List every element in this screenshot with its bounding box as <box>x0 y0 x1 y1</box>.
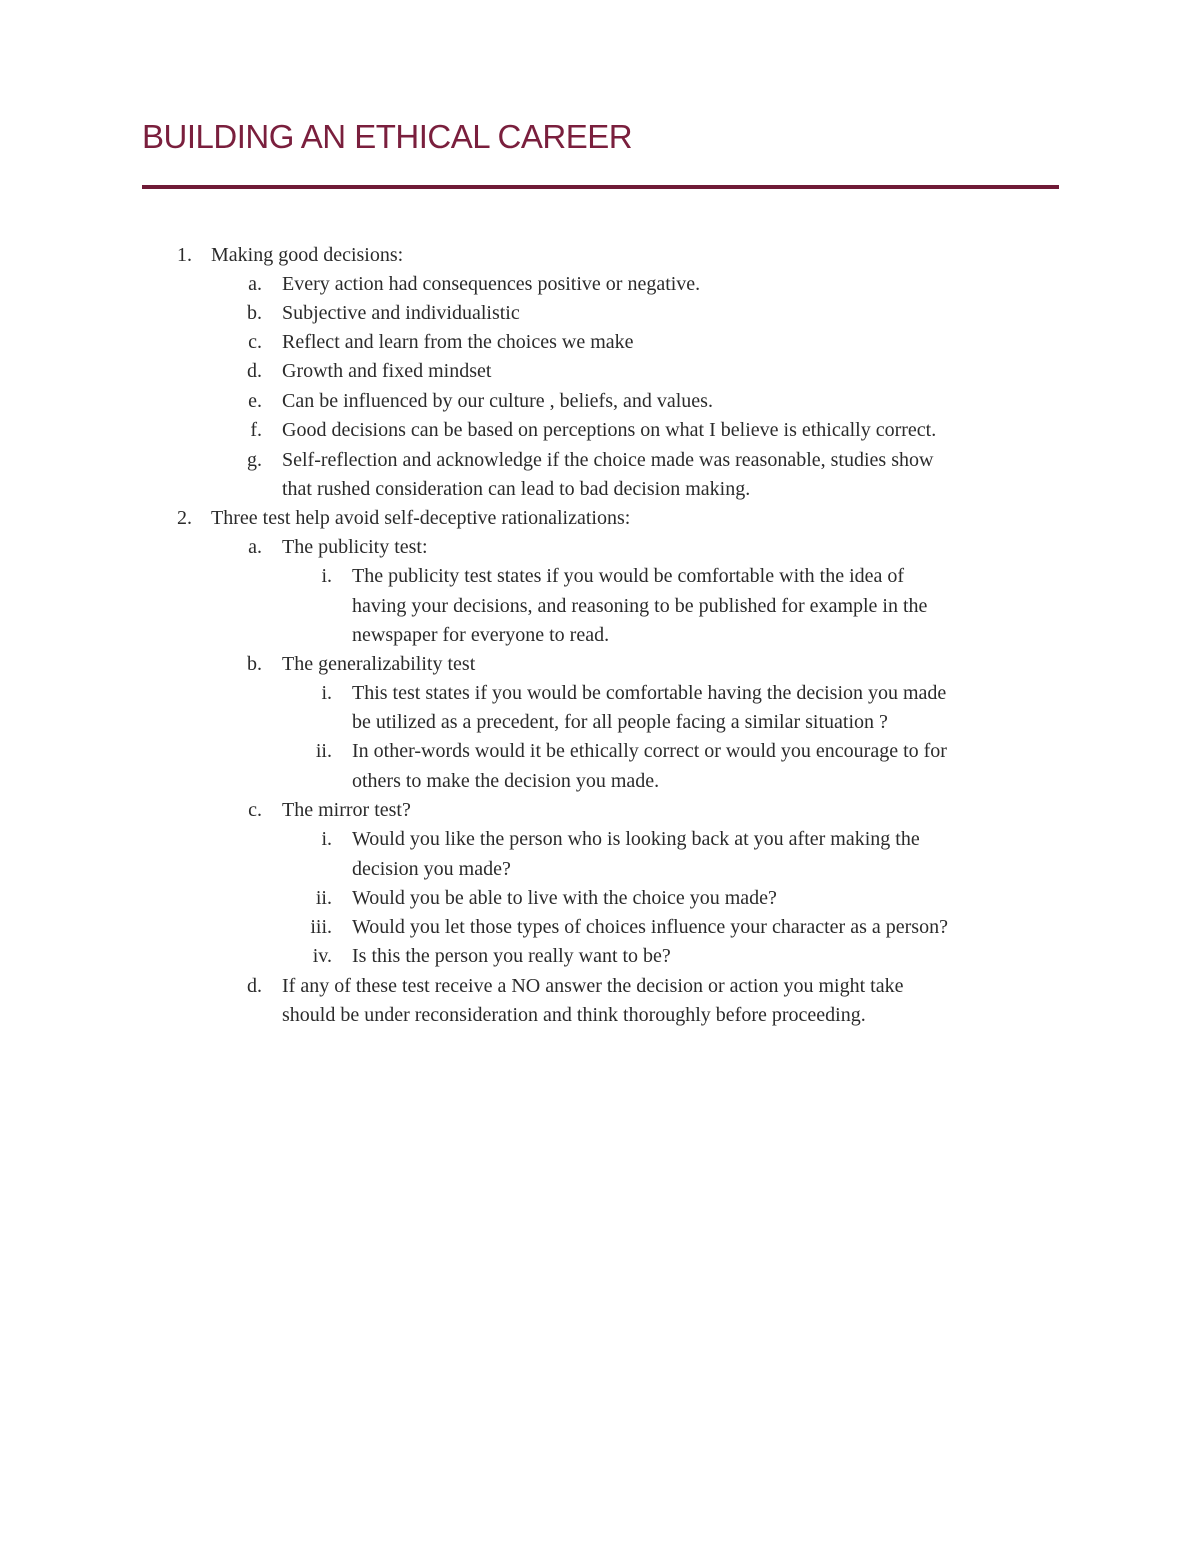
sublist-marker: e. <box>248 390 262 412</box>
roman-item: Would you like the person who is looking back at you after making the <box>352 828 920 850</box>
sublist-item: Every action had consequences positive or negative. <box>282 273 701 295</box>
roman-marker: ii. <box>315 887 332 909</box>
sublist-item-continued: that rushed consideration can lead to bad decision making. <box>282 478 751 500</box>
roman-item-continued: be utilized as a precedent, for all people facing a similar situation ? <box>352 711 888 733</box>
roman-item-continued: others to make the decision you made. <box>352 770 660 792</box>
sublist-item: Growth and fixed mindset <box>282 360 492 382</box>
sublist-marker: f. <box>250 419 262 441</box>
title-divider <box>142 185 1059 189</box>
roman-marker: i. <box>321 565 332 587</box>
roman-item: Would you let those types of choices influence your character as a person? <box>352 916 948 938</box>
document-title: BUILDING AN ETHICAL CAREER <box>142 118 633 155</box>
roman-item: The publicity test states if you would be comfortable with the idea of <box>352 565 905 587</box>
list-marker: 1. <box>177 244 192 266</box>
sublist-marker: d. <box>247 360 262 382</box>
roman-item: Is this the person you really want to be? <box>352 945 671 967</box>
sublist-item: The generalizability test <box>282 653 476 675</box>
sublist-item: Can be influenced by our culture , beliefs, and values. <box>282 390 713 412</box>
sublist-item-continued: should be under reconsideration and think thoroughly before proceeding. <box>282 1004 866 1026</box>
roman-item-continued: decision you made? <box>352 858 511 880</box>
sublist-item: Subjective and individualistic <box>282 302 520 324</box>
sublist-item: If any of these test receive a NO answer the decision or action you might take <box>282 975 904 997</box>
roman-item-continued: newspaper for everyone to read. <box>352 624 610 646</box>
sublist-item: The publicity test: <box>282 536 428 558</box>
list-item-heading: Three test help avoid self-deceptive rationalizations: <box>211 507 631 529</box>
sublist-marker: c. <box>248 331 262 353</box>
sublist-item: Reflect and learn from the choices we make <box>282 331 634 353</box>
sublist-item: The mirror test? <box>282 799 411 821</box>
sublist-marker: a. <box>248 273 262 295</box>
roman-item-continued: having your decisions, and reasoning to be published for example in the <box>352 595 928 617</box>
sublist-item: Self-reflection and acknowledge if the choice made was reasonable, studies show <box>282 449 934 471</box>
roman-marker: ii. <box>315 740 332 762</box>
sublist-marker: a. <box>248 536 262 558</box>
sublist-marker: d. <box>247 975 262 997</box>
sublist-marker: b. <box>247 653 262 675</box>
roman-item: Would you be able to live with the choice you made? <box>352 887 777 909</box>
roman-marker: iv. <box>312 945 332 967</box>
sublist-marker: g. <box>247 449 262 471</box>
sublist-item: Good decisions can be based on perceptions on what I believe is ethically correct. <box>282 419 937 441</box>
list-item-heading: Making good decisions: <box>211 244 404 266</box>
list-marker: 2. <box>177 507 192 529</box>
roman-item: This test states if you would be comfortable having the decision you made <box>352 682 947 704</box>
roman-item: In other-words would it be ethically correct or would you encourage to for <box>352 740 947 762</box>
sublist-marker: c. <box>248 799 262 821</box>
roman-marker: i. <box>321 682 332 704</box>
sublist-marker: b. <box>247 302 262 324</box>
roman-marker: iii. <box>310 916 332 938</box>
roman-marker: i. <box>321 828 332 850</box>
